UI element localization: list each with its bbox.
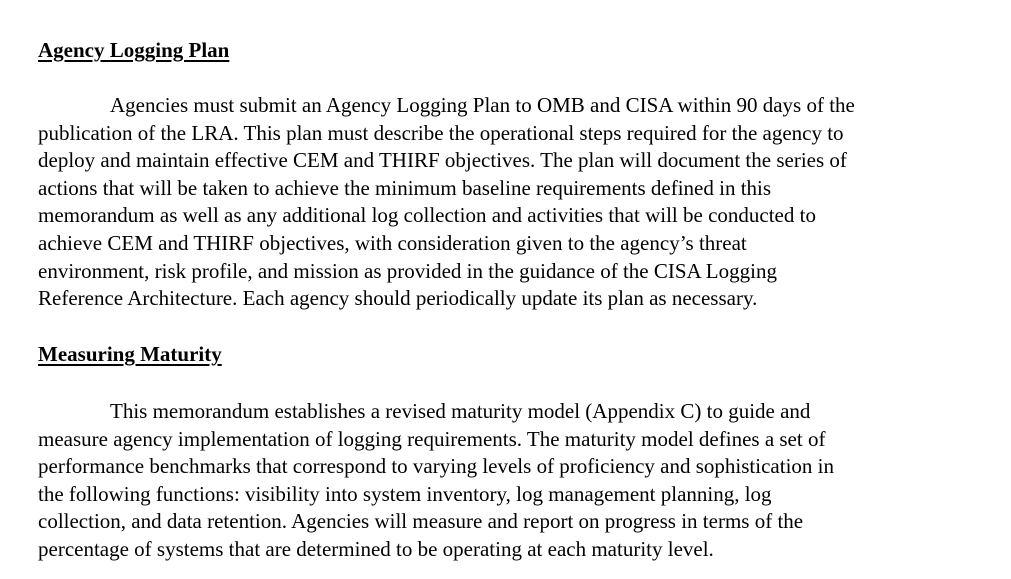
paragraph-line: collection, and data retention. Agencies will measure and report on progress in terms of the xyxy=(38,509,804,534)
paragraph-line: performance benchmarks that correspond to varying levels of proficiency and sophistication in xyxy=(38,454,834,479)
paragraph-line: the following functions: visibility into system inventory, log management planning, log xyxy=(38,481,772,506)
paragraph-agency-logging-plan xyxy=(38,92,998,313)
section-heading-measuring-maturity: Measuring Maturity xyxy=(38,342,222,366)
paragraph-line: memorandum as well as any additional log collection and activities that will be conducted to xyxy=(38,203,816,228)
paragraph-line: environment, risk profile, and mission as provided in the guidance of the CISA Logging xyxy=(38,258,777,283)
paragraph-line: actions that will be taken to achieve the minimum baseline requirements defined in this xyxy=(38,175,772,200)
paragraph-line: This memorandum establishes a revised maturity model (Appendix C) to guide and xyxy=(110,399,811,423)
paragraph-line: percentage of systems that are determined to be operating at each maturity level. xyxy=(38,536,714,561)
paragraph-line: Agencies must submit an Agency Logging Plan to OMB and CISA within 90 days of the xyxy=(110,93,855,117)
paragraph-line: publication of the LRA. This plan must describe the operational steps required for the agency to xyxy=(38,120,844,145)
paragraph-line: Reference Architecture. Each agency should periodically update its plan as necessary. xyxy=(38,286,758,311)
paragraph-measuring-maturity xyxy=(38,398,998,564)
section-heading-agency-logging-plan: Agency Logging Plan xyxy=(38,38,230,62)
paragraph-line: achieve CEM and THIRF objectives, with consideration given to the agency’s threat xyxy=(38,230,747,255)
paragraph-line: measure agency implementation of logging requirements. The maturity model defines a set of xyxy=(38,426,826,451)
paragraph-line: deploy and maintain effective CEM and THIRF objectives. The plan will document the series of xyxy=(38,148,847,173)
